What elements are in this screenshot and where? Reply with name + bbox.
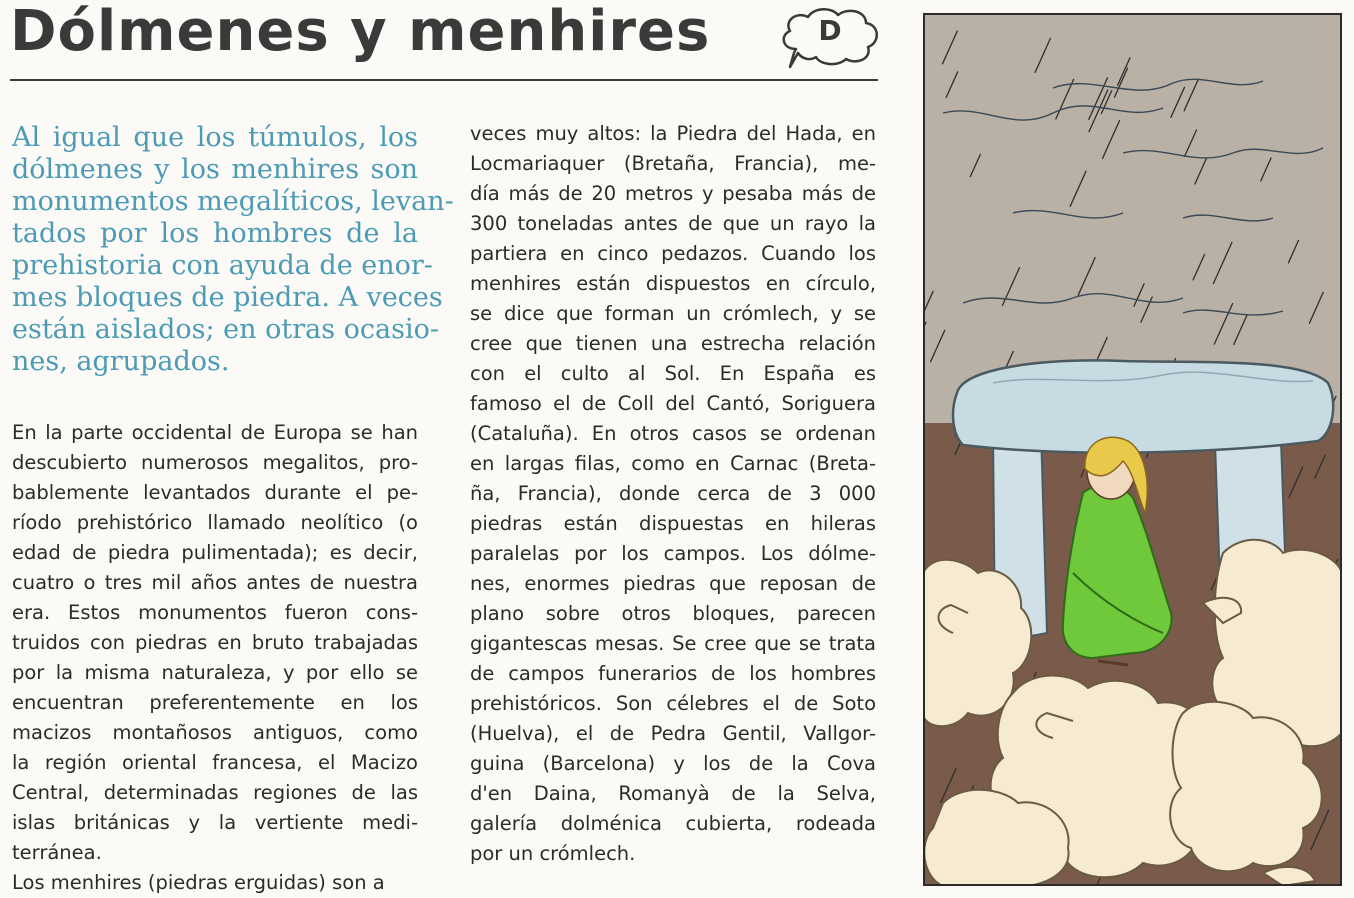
left-body-paragraph <box>12 418 418 898</box>
body-line: d'en Daina, Romanyà de la Selva, <box>470 782 876 805</box>
body-line: terránea. <box>12 841 102 864</box>
body-line: ña, Francia), donde cerca de 3 000 <box>470 482 876 505</box>
body-line: galería dolménica cubierta, rodeada <box>470 812 876 835</box>
right-body-paragraph <box>470 119 876 869</box>
body-line: se dice que forman un crómlech, y se <box>470 302 876 325</box>
body-line: por la misma naturaleza, y por ello se <box>12 661 418 684</box>
body-line: día más de 20 metros y pesaba más de <box>470 182 876 205</box>
body-line: la región oriental francesa, el Macizo <box>12 751 418 774</box>
body-line: en largas filas, como en Carnac (Breta- <box>470 452 876 475</box>
body-line: de campos funerarios de los hombres <box>470 662 876 685</box>
badge-letter: D <box>818 14 842 47</box>
body-line: En la parte occidental de Europa se han <box>12 421 418 444</box>
body-line: Locmariaquer (Bretaña, Francia), me- <box>470 152 876 175</box>
body-line: paralelas por los campos. Los dólme- <box>470 542 876 565</box>
body-line: islas británicas y la vertiente medi- <box>12 811 418 834</box>
body-line: famoso el de Coll del Cantó, Soriguera <box>470 392 876 415</box>
intro-line: prehistoria con ayuda de enor- <box>12 250 433 281</box>
body-line: macizos montañosos antiguos, como <box>12 721 418 744</box>
dolmen-illustration <box>923 13 1342 886</box>
body-line: 300 toneladas antes de que un rayo la <box>470 212 876 235</box>
body-line: con el culto al Sol. En España es <box>470 362 876 385</box>
body-line: prehistóricos. Son célebres el de Soto <box>470 692 876 715</box>
body-line: edad de piedra pulimentada); es decir, <box>12 541 418 564</box>
body-line: menhires están dispuestos en círculo, <box>470 272 876 295</box>
intro-line: monumentos megalíticos, levan- <box>12 186 454 217</box>
body-line: encuentran preferentemente en los <box>12 691 418 714</box>
body-line: veces muy altos: la Piedra del Hada, en <box>470 122 876 145</box>
body-line: descubierto numerosos megalitos, pro- <box>12 451 418 474</box>
intro-line: dólmenes y los menhires son <box>12 154 418 185</box>
dolmen-capstone <box>953 360 1333 452</box>
body-line: nes, enormes piedras que reposan de <box>470 572 876 595</box>
body-line: guina (Barcelona) y los de la Cova <box>470 752 876 775</box>
body-line: truidos con piedras en bruto trabajadas <box>12 631 418 654</box>
body-line: era. Estos monumentos fueron cons- <box>12 601 418 624</box>
intro-line: nes, agrupados. <box>12 346 230 377</box>
body-line: Los menhires (piedras erguidas) son a <box>12 871 385 894</box>
body-line: plano sobre otros bloques, parecen <box>470 602 876 625</box>
body-line: por un crómlech. <box>470 842 636 865</box>
title-rule <box>10 79 878 81</box>
intro-line: mes bloques de piedra. A veces <box>12 282 443 313</box>
body-line: (Huelva), el de Pedra Gentil, Vallgor- <box>470 722 876 745</box>
body-line: partiera en cinco pedazos. Cuando los <box>470 242 876 265</box>
intro-line: están aislados; en otras ocasio- <box>12 314 439 345</box>
intro-line: Al igual que los túmulos, los <box>12 122 418 153</box>
body-line: ríodo prehistórico llamado neolítico (o <box>12 511 418 534</box>
page-title: Dólmenes y menhires <box>10 0 711 64</box>
intro-paragraph <box>12 122 454 378</box>
body-line: cree que tienen una estrecha relación <box>470 332 876 355</box>
body-line: piedras están dispuestas en hileras <box>470 512 876 535</box>
body-line: Central, determinadas regiones de las <box>12 781 418 804</box>
body-line: gigantescas mesas. Se cree que se trata <box>470 632 876 655</box>
body-line: cuatro o tres mil años antes de nuestra <box>12 571 418 594</box>
body-line: (Cataluña). En otros casos se ordenan <box>470 422 876 445</box>
intro-line: tados por los hombres de la <box>12 218 418 249</box>
body-line: bablemente levantados durante el pe- <box>12 481 418 504</box>
